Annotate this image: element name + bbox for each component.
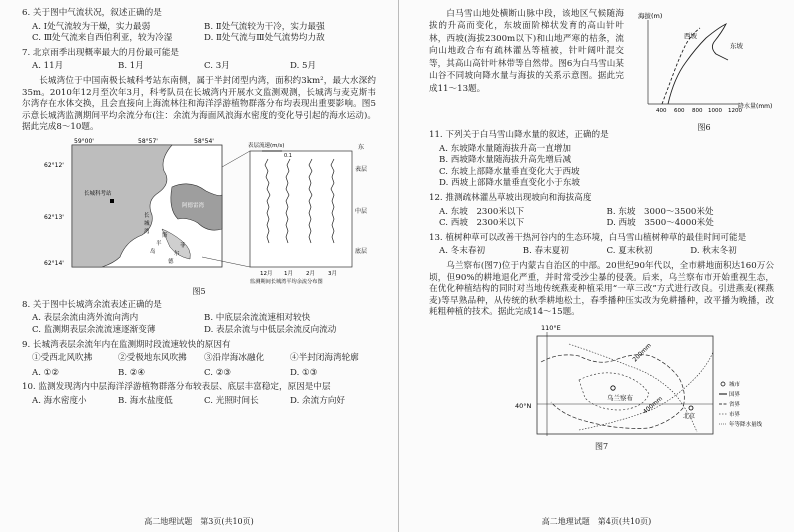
q7-option-c: C. 3月 <box>204 61 230 72</box>
chart-caption: 监测期间长城湾平均余流分布图 <box>250 278 323 285</box>
q9-option-a: A. ①② <box>32 367 60 378</box>
layer-middle: 中层 <box>355 207 368 215</box>
q12-stem: 12. 推测疏林灌丛草坡出现坡向和海拔高度 <box>429 192 592 203</box>
q6-option-b: B. Ⅱ处气流较为干冷，实力最强 <box>204 21 325 32</box>
q8-option-d: D. 表层余流与中低层余流反向流动 <box>204 324 337 335</box>
east-label: 东 <box>358 143 365 151</box>
legend-national: 国界 <box>729 391 741 398</box>
q9-item-4: ④半封闭海湾轮廓 <box>290 353 359 364</box>
figure-6 <box>634 8 774 130</box>
q6-stem: 6. 关于图中气流状况，叙述正确的是 <box>22 8 162 18</box>
q13-option-c: C. 夏末秋初 <box>606 246 653 257</box>
q9-items <box>32 353 376 365</box>
q10-option-b: B. 海水盐度低 <box>118 395 173 406</box>
lat-label-3: 62°14' <box>44 259 64 267</box>
legend-cityline: 市界 <box>729 411 741 418</box>
gulf-char-3: 湾 <box>144 228 150 235</box>
gulf-char-9: 岛 <box>150 248 156 255</box>
scale-title: 表层流速(m/s) <box>248 142 285 149</box>
beijing-marker <box>689 406 693 410</box>
q8-option-b: B. 中底层余流流速相对较快 <box>204 313 311 324</box>
q12-options <box>439 207 774 230</box>
q11-stem: 11. 下列关于白马雪山降水量的叙述，正确的是 <box>429 130 609 140</box>
q8-option-a: A. 表层余流由湾外流向湾内 <box>32 313 139 324</box>
q9-item-3: ③沿岸海冰融化 <box>204 353 265 364</box>
iso-200-label: 200mm <box>631 341 653 364</box>
q13-option-b: B. 春末夏初 <box>522 246 569 257</box>
bay-label: 阿德雷湾 <box>182 202 205 209</box>
fig6-ylabel: 海拔(m) <box>638 12 663 20</box>
lat-label-2: 62°13' <box>44 213 64 221</box>
scale-value: 0.1 <box>284 152 292 159</box>
passage-8-10: 长城湾位于中国南极长城科考站东南侧，属于半封闭型内湾，面积约3km²，最大水深约35m。2010年12月至次年3月，科考队员在长城湾内开展水文监测观测，长城湾与麦克斯韦尔湾存在水体交换，且会直接向上海流林往和海洋浮游植物群落分布均表现出重要影响。图5示意长城湾监测期间平均余流分布(注：余流为海面风浪海水密度的变化导引起的海水运动)。据此完成8～10题。 <box>22 75 376 133</box>
connector-top <box>222 151 250 167</box>
figure-5-svg <box>22 137 376 285</box>
month-12: 12月 <box>260 270 273 277</box>
q10-stem: 10. 监测发现湾内中层海洋浮游植物群落分布较表层、底层丰富稳定，原因是中层 <box>22 382 331 393</box>
q12-option-b: B. 东坡 3000～3500米处 <box>606 206 714 217</box>
legend-isohyet: 年等降水量线 <box>729 421 763 428</box>
lat-label-1: 62°12' <box>44 161 64 169</box>
fig7-lon: 110°E <box>541 323 561 332</box>
fig7-legend <box>719 380 763 428</box>
month-3: 3月 <box>328 270 337 277</box>
fig7-lat: 40°N <box>515 401 532 410</box>
figure-6-svg <box>634 8 774 120</box>
gulf-char-2: 城 <box>144 220 150 227</box>
q9-stem: 9. 长城湾表层余流年内在监测期时段流速较快的原因有 <box>22 339 231 350</box>
q12-option-c: C. 西坡 2300米以下 <box>439 218 525 229</box>
q13-options <box>439 246 774 258</box>
q7-options <box>32 61 376 73</box>
gulf-char-8: 半 <box>156 240 162 247</box>
fig6-xtick-600: 600 <box>674 108 685 114</box>
q6-options <box>32 22 376 45</box>
gulf-char-1: 长 <box>144 212 150 219</box>
q7-stem: 7. 北京雨季出现概率最大的月份最可能是 <box>22 47 180 58</box>
figure-5 <box>22 137 376 285</box>
lon-label-2: 58°57' <box>138 137 158 145</box>
q6-option-d: D. Ⅱ处气流与Ⅲ处气流势均力敌 <box>204 33 325 44</box>
q9-options <box>32 368 376 380</box>
page-4-content <box>429 8 774 455</box>
q10-option-d: D. 余流方向好 <box>290 395 346 406</box>
gulf-char-7: 斯 <box>162 232 168 239</box>
layer-bottom: 底层 <box>355 247 368 255</box>
fig6-xtick-400: 400 <box>656 108 667 114</box>
gulf-char-4: 菲 <box>180 242 186 249</box>
figure-7-caption: 图7 <box>594 441 609 451</box>
fig6-east-label: 东坡 <box>730 42 743 50</box>
intro-block <box>429 8 774 130</box>
q8-options <box>32 313 376 336</box>
q9-option-c: C. ②③ <box>204 367 232 378</box>
layer-surface: 表层 <box>355 165 368 173</box>
page-3-content <box>22 8 376 410</box>
q10-option-a: A. 海水密度小 <box>32 395 87 406</box>
fig6-xtick-1200: 1200 <box>728 108 742 114</box>
lon-label-1: 59°00' <box>74 137 94 145</box>
q11-option-c: C. 东坡上部降水量垂直变化大于西坡 <box>439 166 580 177</box>
q9-item-1: ①受西北风吹拂 <box>32 353 93 364</box>
q8-stem: 8. 关于图中长城湾余流表述正确的是 <box>22 299 162 310</box>
q10-option-c: C. 光照时间长 <box>204 395 259 406</box>
q10-options <box>32 396 376 408</box>
month-1: 1月 <box>284 270 293 277</box>
legend-province: 省界 <box>729 401 741 408</box>
q13-option-d: D. 秋末冬初 <box>690 246 737 257</box>
q12-option-a: A. 东坡 2300米以下 <box>439 206 525 217</box>
q7-option-a: A. 11月 <box>32 61 64 72</box>
q7-option-b: B. 1月 <box>118 61 144 72</box>
q11-option-a: A. 东坡降水量随海拔升高一直增加 <box>439 143 571 154</box>
fig7-city2: 北京 <box>683 412 696 420</box>
q11-options <box>439 144 774 190</box>
station-marker <box>110 199 114 203</box>
province-border <box>541 355 684 429</box>
fig6-xtick-1000: 1000 <box>708 108 722 114</box>
q7-option-d: D. 5月 <box>290 61 317 72</box>
fig6-xtick-800: 800 <box>692 108 703 114</box>
q9-option-d: D. ①③ <box>290 367 318 378</box>
q12-option-d: D. 西坡 3500～4000米处 <box>606 218 714 229</box>
month-2: 2月 <box>306 270 315 277</box>
page-3-footer: 高二地理试题 第3页(共10页) <box>144 517 254 527</box>
lon-label-3: 58°54' <box>194 137 214 145</box>
q11-option-b: B. 西坡降水量随海拔升高先增后减 <box>439 155 572 166</box>
page-4 <box>399 0 794 532</box>
q9-option-b: B. ②④ <box>118 367 146 378</box>
figure-6-caption: 图6 <box>697 122 711 132</box>
figure-7-svg <box>429 322 774 440</box>
city-border <box>579 373 649 410</box>
gulf-char-5: 尔 <box>174 250 180 257</box>
city-marker <box>611 386 615 390</box>
fig7-city: 乌兰察布 <box>607 393 633 402</box>
q8-option-c: C. 监测期表层余流流速逐渐变薄 <box>32 324 156 335</box>
figure-7 <box>429 322 774 440</box>
q13-stem: 13. 植树种草可以改善干热河谷内的生态环境，白马雪山植树种草的最佳时间可能是 <box>429 232 747 243</box>
passage-11-13: 白马雪山地处横断山脉中段，该地区气候随海拔的升高而变化，东坡面阶梯状发育的高山针叶林，西坡(海拔2300m以下)和山地严寒的桔条，流向山地政合布有疏林灌丛等植被，针叶阔叶混交等，其高山高针叶林带等自然带。图6为白马雪山某山谷不同坡向降水量与海拔的关系示意图。据此完成11～13题。 <box>429 9 624 94</box>
page-4-footer: 高二地理试题 第4页(共10页) <box>541 517 652 527</box>
q11-option-d: D. 西坡上部降水量垂直变化小于东坡 <box>439 178 580 189</box>
q6-option-a: A. Ⅰ处气流较为干燥，实力最弱 <box>32 21 151 32</box>
passage-14-15: 乌兰察布(图7)位于内蒙古自治区的中部。20世纪90年代以，全市耕地面积达160万公顷，但90%的耕地退化严重，并时常受沙尘暴的侵袭。后来，乌兰察布市开始重视生态，在优化种植结构的同时对当地传统燕麦种植采用“一草三改”方式进行改良。引进燕麦(裸燕麦)等早熟品种，从传统的秋季耕地松土，春季播种压实改为免耕播种，改平播为晚播，改耗粗种植的技术。据此完成14～15题。 <box>429 260 774 318</box>
fig6-west-label: 西坡 <box>684 32 697 40</box>
figure-5-caption: 图5 <box>192 286 206 296</box>
station-label: 长城科考站 <box>84 190 112 197</box>
q13-option-a: A. 冬末春初 <box>439 246 486 257</box>
q6-option-c: C. Ⅲ处气流来自西伯利亚，较为冷湿 <box>32 33 173 44</box>
q9-item-2: ②受极地东风吹拂 <box>118 353 187 364</box>
current-chart-frame <box>250 151 352 267</box>
fig6-xlabel: 降水量(mm) <box>738 103 773 110</box>
iso-400-label: 400mm <box>641 395 665 416</box>
legend-city: 城市 <box>729 381 741 388</box>
gulf-char-6: 德 <box>168 258 174 265</box>
